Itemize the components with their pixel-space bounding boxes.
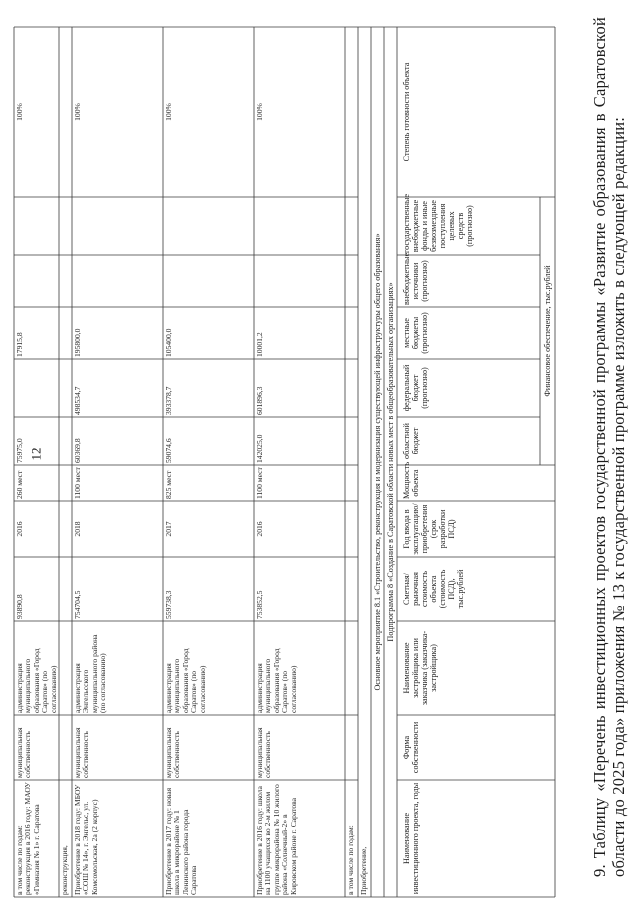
event-title: Основное мероприятие 8.1 «Строительство, реконструкция и модернизация существующей инфраструктуры общего образования» xyxy=(373,233,382,691)
row-ownership: муниципальная собственность xyxy=(255,727,273,778)
header-capacity: Мощность объекта xyxy=(402,461,420,499)
table-row-label: Приобретение, xyxy=(359,846,368,895)
row-customer: администрация муниципального образования «Город Саратов» (по согласованию) xyxy=(255,648,298,713)
row-year: 2016 xyxy=(255,521,264,537)
row-local: 10001,2 xyxy=(255,332,264,357)
row-local: 105400,0 xyxy=(164,328,173,357)
row-readiness: 100% xyxy=(255,103,264,121)
header-ownership: Форма собственности xyxy=(402,721,420,774)
row-name: Приобретение в 2018 году: МБОУ «СОШ № 14», г. Энгельс, ул. Комсомольская, 2а (2 корпус) xyxy=(73,784,99,895)
row-local: 195800,0 xyxy=(73,328,82,357)
header-local: местные бюджеты (прогнозно) xyxy=(402,312,429,354)
row-ownership: муниципальная собственность xyxy=(164,727,182,778)
header-financing: Финансовое обеспечение, тыс.рублей xyxy=(543,265,552,397)
row-name: Приобретение в 2017 году: новая школа в микрорайоне № 1 Ленинского района города Саратова xyxy=(164,787,199,895)
table-row-label: реконструкция, xyxy=(60,845,69,895)
row-name: Приобретение в 2016 году: школа на 1100 учащихся во 2-м жилом группе микрорайона № 10 жилого района «Солнечный-2» в Кировском районе г. Саратова xyxy=(255,784,298,895)
row-regional: 60369,8 xyxy=(73,438,82,463)
row-readiness: 100% xyxy=(15,103,24,121)
header-cost: Сметная/рыночная стоимость объекта (стоимость ПСД), тыс.рублей xyxy=(402,569,465,609)
row-ownership: муниципальная собственность xyxy=(15,727,33,778)
row-cost: 559738,3 xyxy=(164,590,173,619)
row-capacity: 1100 мест xyxy=(255,467,264,499)
header-federal: федеральный бюджет (прогнозно) xyxy=(402,364,429,412)
row-ownership: муниципальная собственность xyxy=(73,727,91,778)
row-local: 17915,8 xyxy=(15,332,24,357)
row-capacity: 1100 мест xyxy=(73,467,82,499)
row-capacity: 260 мест xyxy=(15,470,24,499)
row-readiness: 100% xyxy=(164,103,173,121)
row-regional: 142025,0 xyxy=(255,434,264,463)
header-regional: областной бюджет xyxy=(402,423,420,459)
row-cost: 753852,5 xyxy=(255,590,264,619)
row-customer: администрация Энгельсского муниципального района (по согласованию) xyxy=(73,634,108,713)
row-year: 2018 xyxy=(73,521,82,537)
header-readiness: Степень готовности объекта xyxy=(402,62,411,162)
header-customer: Наименование застройщика или заказчика (заказчика-застройщика) xyxy=(402,630,438,706)
header-year: Год ввода в эксплуатацию/приобретения (срок разработки ПСД) xyxy=(402,503,456,555)
row-regional: 59074,6 xyxy=(164,438,173,463)
row-name: в том числе по годам: реконструкция в 2016 году: МАОУ «Гимназия № 1» г. Саратова xyxy=(15,782,41,895)
row-regional: 75975,0 xyxy=(15,438,24,463)
row-cost: 93890,8 xyxy=(15,594,24,619)
row-year: 2017 xyxy=(164,521,173,537)
subprogram-title: Подпрограмма 8 «Создание в Саратовской области новых мест в общеобразовательных организациях» xyxy=(386,282,395,642)
row-capacity: 825 мест xyxy=(164,470,173,499)
row-federal: 498534,7 xyxy=(73,386,82,415)
page-number: 12 xyxy=(28,447,44,461)
header-extrabudget: внебюджетные источники (прогнозно) xyxy=(402,252,429,305)
table-row-label: в том числе по годам: xyxy=(346,825,355,895)
row-customer: администрация муниципального образования «Город Саратов» (по согласованию) xyxy=(15,648,58,713)
row-year: 2016 xyxy=(15,521,24,537)
row-cost: 754704,5 xyxy=(73,590,82,619)
header-name: Наименование инвестиционного проекта, годы xyxy=(402,782,420,895)
table-heading: 9. Таблицу «Перечень инвестиционных проектов государственной программы «Развитие образования в Саратовской области до 2025 года» приложения № 13 к государственной программе изложить в следующей редакции: xyxy=(590,17,628,877)
row-federal: 601896,3 xyxy=(255,386,264,415)
row-federal: 393378,7 xyxy=(164,386,173,415)
header-corporation: государственные внебюджетные фонды и иные безвозмездные поступления целевых средств (прогнозно) xyxy=(402,193,474,253)
row-customer: администрация муниципального образования «Город Саратов» (по согласованию) xyxy=(164,648,207,713)
row-readiness: 100% xyxy=(73,103,82,121)
